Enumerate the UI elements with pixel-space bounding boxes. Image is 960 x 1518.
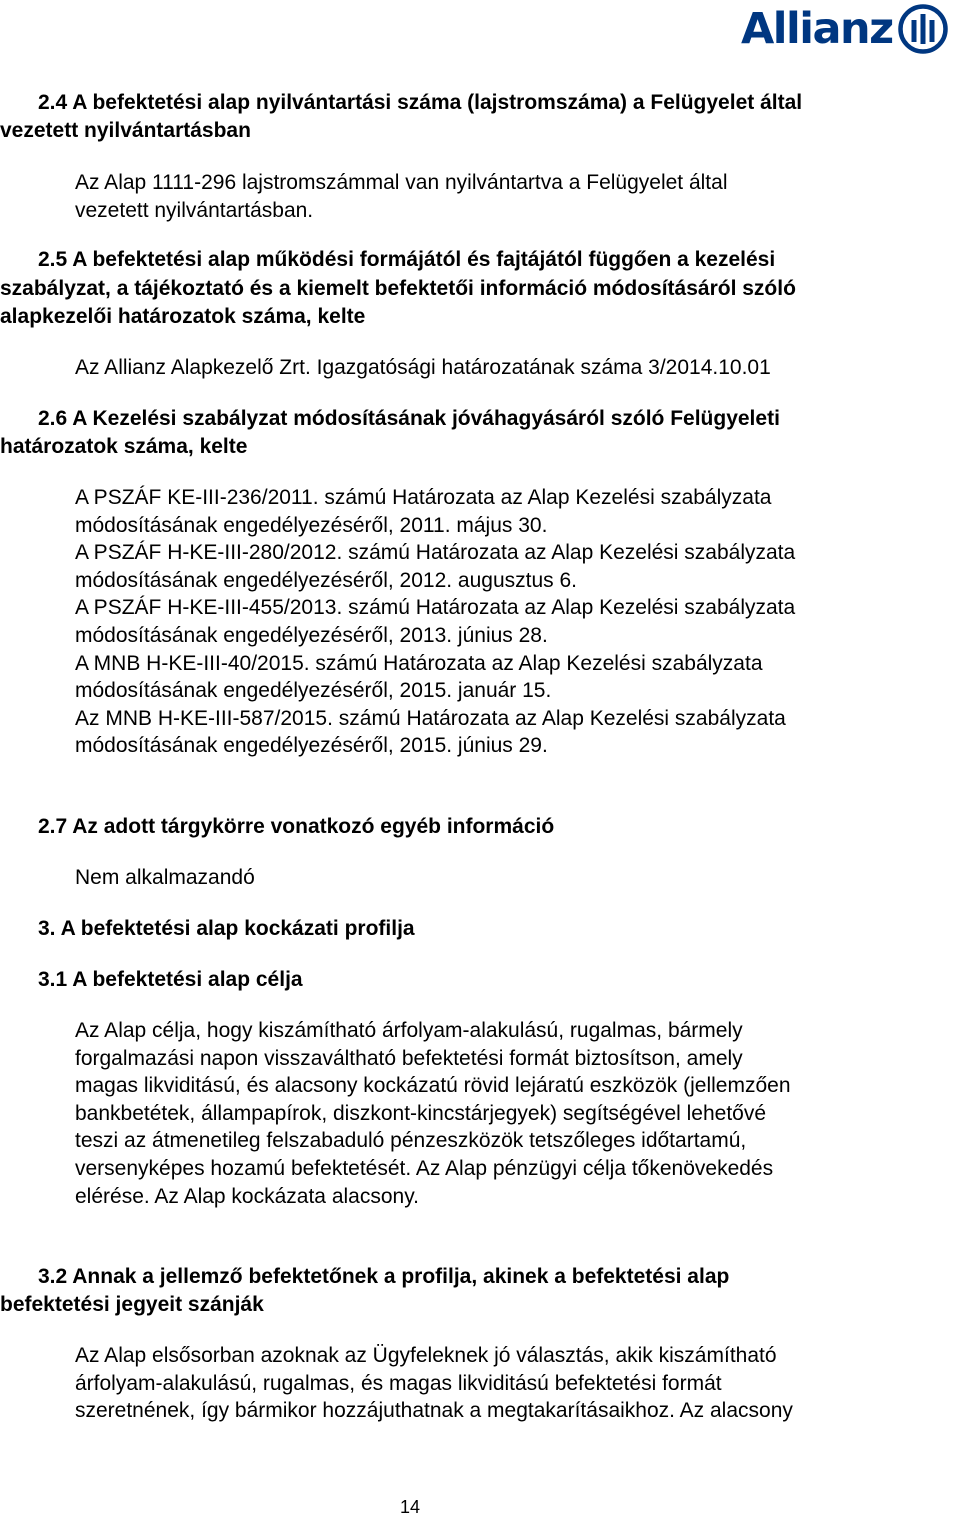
heading-2-5: 2.5 A befektetési alap működési formájától és fajtájától függően a kezelési xyxy=(38,248,776,271)
heading-2-5-cont: szabályzat, a tájékoztató és a kiemelt befektetői információ módosításáról szóló alapkezelői határozatok száma, kelte xyxy=(0,277,796,328)
heading-2-6: 2.6 A Kezelési szabályzat módosításának jóváhagyásáról szóló Felügyeleti xyxy=(38,407,780,430)
page-number: 14 xyxy=(399,1497,421,1517)
body-2-7: Nem alkalmazandó xyxy=(75,866,255,889)
heading-3-2: 3.2 Annak a jellemző befektetőnek a profilja, akinek a befektetési alap xyxy=(38,1265,730,1288)
heading-2-4-cont: vezetett nyilvántartásban xyxy=(0,119,251,142)
logo-wordmark: Allianz xyxy=(741,3,893,54)
body-2-5: Az Allianz Alapkezelő Zrt. Igazgatósági határozatának száma 3/2014.10.01 xyxy=(75,356,771,379)
allianz-logo xyxy=(741,0,956,58)
body-3-2: Az Alap elsősorban azoknak az Ügyfeleknek jó választás, akik kiszámítható árfolyam-alakulású, rugalmas, és magas likviditású befektetési formát szeretnének, így bármikor hozzájuthatnak a megtakarításaikhoz. Az alacsony xyxy=(75,1344,793,1423)
heading-3-2-cont: befektetési jegyeit szánják xyxy=(0,1293,264,1316)
body-2-4: Az Alap 1111-296 lajstromszámmal van nyilvántartva a Felügyelet által vezetett nyilvántartásban. xyxy=(75,171,728,222)
body-2-6: A PSZÁF KE-III-236/2011. számú Határozata az Alap Kezelési szabályzata módosításának engedélyezéséről, 2011. május 30. A PSZÁF H-KE-III-280/2012. számú Határozata az Alap Kezelési szabályzata módosításának engedélyezéséről, 2012. augusztus 6. A PSZÁF H-KE-III-455/2013. számú Határozata az Alap Kezelési szabályzata módosításának engedélyezéséről, 2013. június 28. A MNB H-KE-III-40/2015. számú Határozata az Alap Kezelési szabályzata módosításának engedélyezéséről, 2015. január 15. Az MNB H-KE-III-587/2015. számú Határozata az Alap Kezelési szabályzata módosításának engedélyezéséről, 2015. június 29. xyxy=(75,486,796,758)
body-3-1: Az Alap célja, hogy kiszámítható árfolyam-alakulású, rugalmas, bármely forgalmazási napon visszaváltható befektetési formát biztosítson, amely magas likviditású, és alacsony kockázatú rövid lejáratú eszközök (jellemzően bankbetétek, állampapírok, diszkont-kincstárjegyek) segítségével lehetővé teszi az átmenetileg felszabaduló pénzeszközök tetszőleges időtartamú, versenyképes hozamú befektetését. Az Alap pénzügyi célja tőkenövekedés elérése. Az Alap kockázata alacsony. xyxy=(75,1019,791,1208)
heading-3-1: 3.1 A befektetési alap célja xyxy=(38,968,303,991)
heading-2-7: 2.7 Az adott tárgykörre vonatkozó egyéb információ xyxy=(38,815,555,838)
heading-2-4: 2.4 A befektetési alap nyilvántartási száma (lajstromszáma) a Felügyelet által xyxy=(38,91,803,114)
heading-3: 3. A befektetési alap kockázati profilja xyxy=(38,917,415,940)
heading-2-6-cont: határozatok száma, kelte xyxy=(0,435,248,458)
allianz-eagle-icon xyxy=(897,3,949,55)
